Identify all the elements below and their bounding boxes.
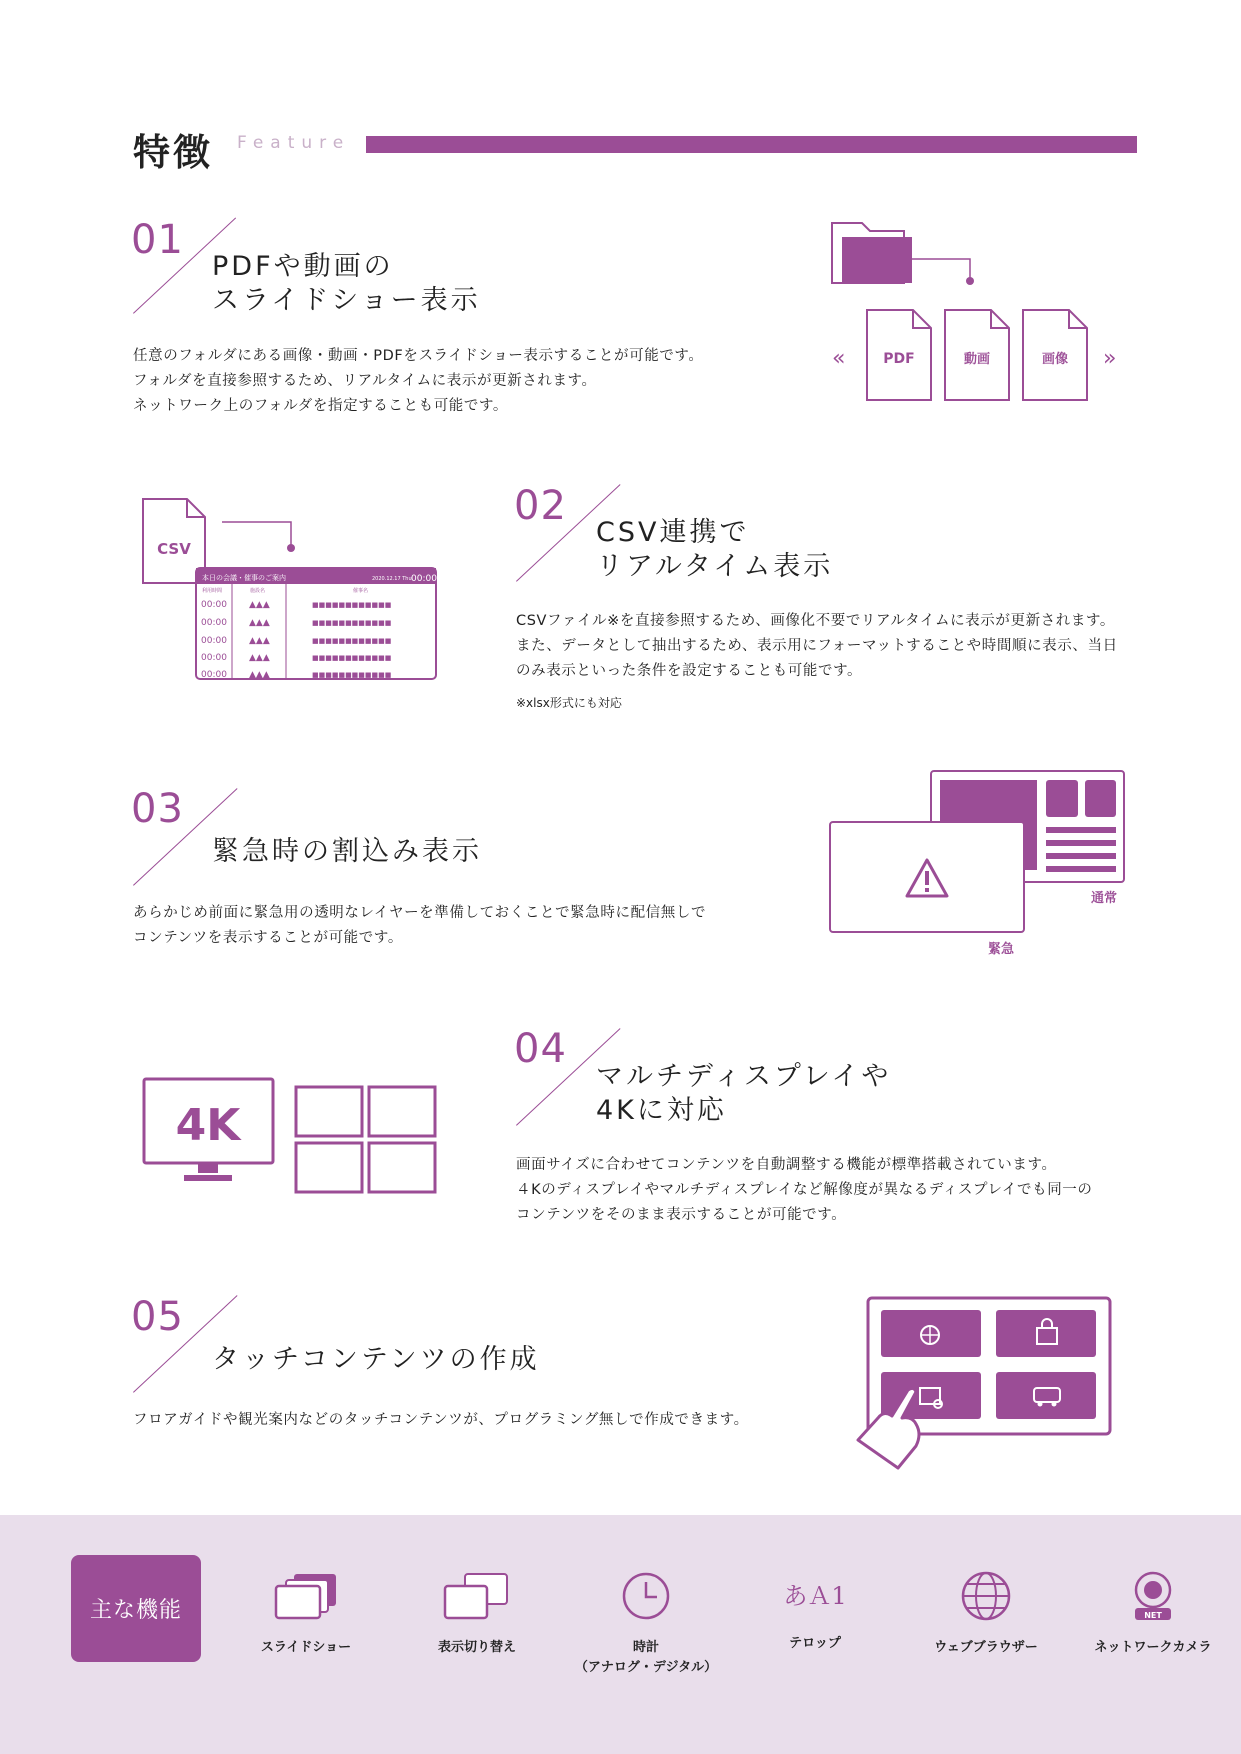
- svg-text:00:00: 00:00: [201, 670, 227, 680]
- svg-text:画像: 画像: [1041, 352, 1069, 367]
- function-label: 時計 （アナログ・デジタル）: [574, 1640, 718, 1675]
- svg-text:緊急: 緊急: [988, 942, 1015, 957]
- svg-text:00:00: 00:00: [201, 618, 227, 628]
- function-item-slideshow: [226, 1570, 386, 1658]
- svg-text:00:00: 00:00: [411, 574, 437, 584]
- svg-text:▲▲▲: ▲▲▲: [249, 670, 270, 680]
- svg-text:00:00: 00:00: [201, 636, 227, 646]
- page-title: 特徴: [133, 131, 213, 174]
- svg-text:■■■■■■■■■■■■: ■■■■■■■■■■■■: [312, 637, 392, 645]
- svg-text:■■■■■■■■■■■■: ■■■■■■■■■■■■: [312, 601, 392, 609]
- svg-text:4K: 4K: [175, 1100, 241, 1151]
- feature-title: 緊急時の割込み表示: [212, 836, 482, 867]
- function-item-switch-display: [397, 1570, 557, 1658]
- globe-icon: [946, 1570, 1026, 1622]
- feature-description: CSVファイル※を直接参照するため、画像化不要でリアルタイムに表示が更新されます。 また、データとして抽出するため、表示用にフォーマットすることや時間順に表示、当日 のみ表示といった条件を設定することも可能です。: [516, 613, 1118, 679]
- svg-text:PDF: PDF: [883, 351, 915, 367]
- feature-title: CSV連携で リアルタイム表示: [596, 517, 834, 582]
- function-label: スライドショー: [260, 1640, 352, 1655]
- svg-text:▲▲▲: ▲▲▲: [249, 600, 270, 610]
- svg-text:■■■■■■■■■■■■: ■■■■■■■■■■■■: [312, 619, 392, 627]
- folder-icon: [842, 237, 912, 283]
- feature-title: タッチコンテンツの作成: [212, 1344, 540, 1375]
- svg-text:施設名: 施設名: [250, 588, 266, 594]
- svg-text:▲▲▲: ▲▲▲: [249, 653, 270, 663]
- feature-number: 01: [131, 217, 184, 263]
- svg-text:利用時間: 利用時間: [202, 588, 223, 594]
- feature-description: 画面サイズに合わせてコンテンツを自動調整する機能が標準搭載されています。 ４Kのディスプレイやマルチディスプレイなど解像度が異なるディスプレイでも同一の コンテンツをそのまま表示することが可能です。: [516, 1157, 1093, 1223]
- main-functions-badge: 主な機能: [71, 1555, 201, 1662]
- feature-title: マルチディスプレイや 4Kに対応: [596, 1061, 892, 1126]
- function-item-network-camera: [1073, 1570, 1233, 1658]
- feature-note: ※xlsx形式にも対応: [516, 696, 622, 710]
- touch-content-illustration: [840, 1290, 1120, 1470]
- feature-number: 02: [514, 483, 567, 529]
- network-camera-icon: [1113, 1570, 1193, 1622]
- svg-text:本日の会議・催事のご案内: 本日の会議・催事のご案内: [202, 574, 286, 582]
- feature-title: PDFや動画の スライドショー表示: [212, 251, 481, 316]
- feature-description: 任意のフォルダにある画像・動画・PDFをスライドショー表示することが可能です。 フォルダを直接参照するため、リアルタイムに表示が更新されます。 ネットワーク上のフォルダを指定することも可能です。: [133, 348, 704, 414]
- feature-number: 05: [131, 1294, 184, 1340]
- folder-slideshow-illustration: [820, 215, 1140, 405]
- header-bar: [366, 136, 1137, 153]
- function-item-web-browser: [906, 1570, 1066, 1658]
- chevron-left-icon: «: [832, 346, 846, 371]
- function-label: ネットワークカメラ: [1094, 1640, 1212, 1655]
- svg-text:通常: 通常: [1091, 891, 1118, 906]
- function-item-clock: [566, 1570, 726, 1678]
- function-label: ウェブブラウザー: [934, 1640, 1038, 1655]
- multi-display-illustration: [140, 1075, 440, 1205]
- feature-description: フロアガイドや観光案内などのタッチコンテンツが、プログラミング無しで作成できます。: [133, 1412, 749, 1428]
- svg-text:■■■■■■■■■■■■: ■■■■■■■■■■■■: [312, 654, 392, 662]
- feature-number: 03: [131, 786, 184, 832]
- svg-text:00:00: 00:00: [201, 600, 227, 610]
- slideshow-icon: [266, 1570, 346, 1622]
- globe-pin-icon: [921, 1326, 939, 1344]
- svg-text:▲▲▲: ▲▲▲: [249, 618, 270, 628]
- svg-text:■■■■■■■■■■■■: ■■■■■■■■■■■■: [312, 671, 392, 679]
- svg-text:NET: NET: [1144, 1611, 1162, 1620]
- feature-description: あらかじめ前面に緊急用の透明なレイヤーを準備しておくことで緊急時に配信無しで コンテンツを表示することが可能です。: [133, 905, 707, 946]
- telop-icon: あＡ1: [783, 1582, 847, 1610]
- function-item-telop: [735, 1570, 895, 1654]
- function-label: 表示切り替え: [437, 1640, 516, 1655]
- svg-text:00:00: 00:00: [201, 653, 227, 663]
- emergency-layer-illustration: [820, 765, 1140, 965]
- csv-board-illustration: [140, 493, 440, 693]
- feature-number: 04: [514, 1026, 567, 1072]
- svg-text:動画: 動画: [963, 352, 991, 367]
- svg-text:▲▲▲: ▲▲▲: [249, 636, 270, 646]
- svg-text:CSV: CSV: [157, 540, 191, 558]
- clock-icon: [606, 1570, 686, 1622]
- svg-text:2020.12.17 Thu: 2020.12.17 Thu: [372, 576, 412, 582]
- svg-text:催事名: 催事名: [353, 588, 369, 594]
- switch-display-icon: [437, 1570, 517, 1622]
- page-subtitle: Feature: [237, 133, 351, 153]
- chevron-right-icon: »: [1103, 346, 1117, 371]
- function-label: テロップ: [789, 1636, 841, 1651]
